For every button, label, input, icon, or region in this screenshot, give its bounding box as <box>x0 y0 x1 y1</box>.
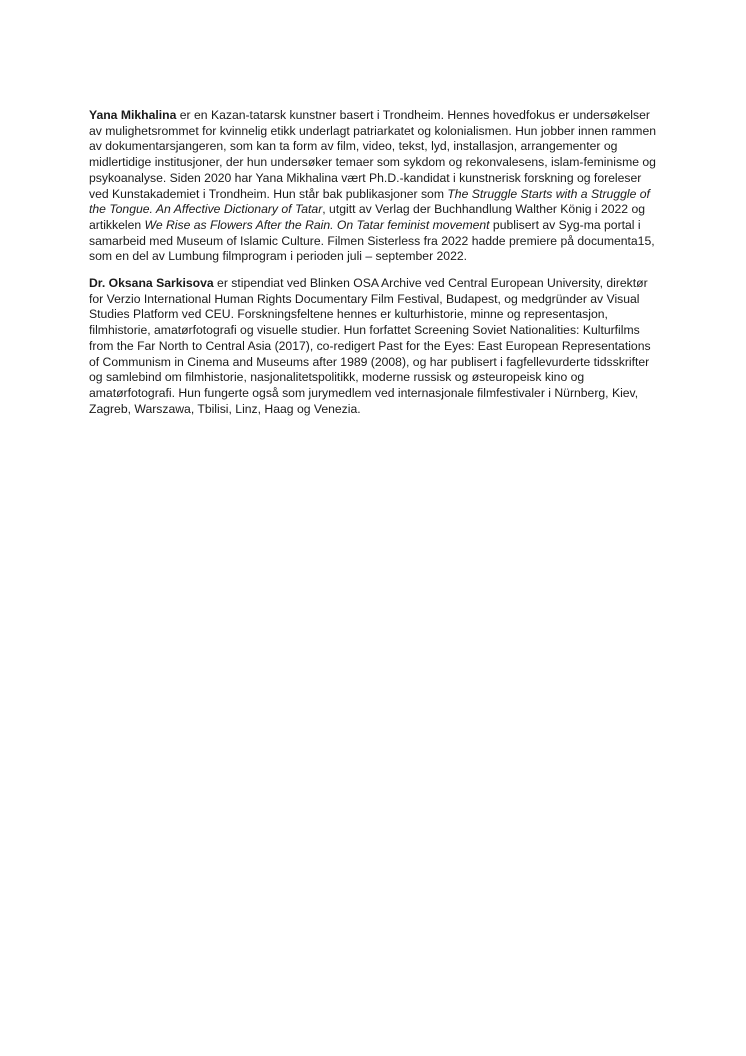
bio-text: er stipendiat ved Blinken OSA Archive ved Central European University, direktør for Verzio International Human Rights Documentary Film Festival, Budapest, og medgründer av Visual Studies Platform ved CEU. Forskningsfeltene hennes er kulturhistorie, minne og representasjon, filmhistorie, amatørfotografi og visuelle studier. Hun forfattet Screening Soviet Nationalities: Kulturfilms from the Far North to Central Asia (2017), co-redigert Past for the Eyes: East European Representations of Communism in Cinema and Museums after 1989 (2008), og har publisert i fagfellevurderte tidsskrifter og samlebind om filmhistorie, nasjonalitetspolitikk, moderne russisk og østeuropeisk kino og amatørfotografi. Hun fungerte også som jurymedlem ved internasjonale filmfestivaler i Nürnberg, Kiev, Zagreb, Warszawa, Tbilisi, Linz, Haag og Venezia. <box>89 276 651 416</box>
bio-oksana-sarkisova <box>89 276 659 417</box>
bio-text: publisert av Syg-ma portal i samarbeid med Museum of Islamic Culture. Filmen Sisterless fra 2022 hadde premiere på documenta15, som en del av Lumbung filmprogram i perioden juli – september 2022. <box>89 217 655 264</box>
document-page <box>89 108 659 428</box>
bio-name: Yana Mikhalina <box>89 108 177 122</box>
publication-title: The Struggle Starts with a Struggle of the Tongue. An Affective Dictionary of Tatar <box>89 186 650 217</box>
bio-text: er en Kazan-tatarsk kunstner basert i Trondheim. Hennes hovedfokus er undersøkelser av mulighetsrommet for kvinnelig etikk underlagt patriarkatet og kolonialismen. Hun jobber innen rammen av dokumentarsjangeren, som kan ta form av film, video, tekst, lyd, installasjon, arrangementer og midlertidige institusjoner, der hun undersøker temaer som sykdom og rekonvalesens, islam-feminisme og psykoanalyse. Siden 2020 har Yana Mikhalina vært Ph.D.-kandidat i kunstnerisk forskning og foreleser ved Kunstakademiet i Trondheim. Hun står bak publikasjoner som <box>89 108 656 201</box>
bio-yana-mikhalina <box>89 108 659 265</box>
bio-name: Dr. Oksana Sarkisova <box>89 276 214 291</box>
bio-text: , utgitt av Verlag der Buchhandlung Walther König i 2022 og artikkelen <box>89 202 646 232</box>
article-title: We Rise as Flowers After the Rain. On Tatar feminist movement <box>144 217 490 232</box>
